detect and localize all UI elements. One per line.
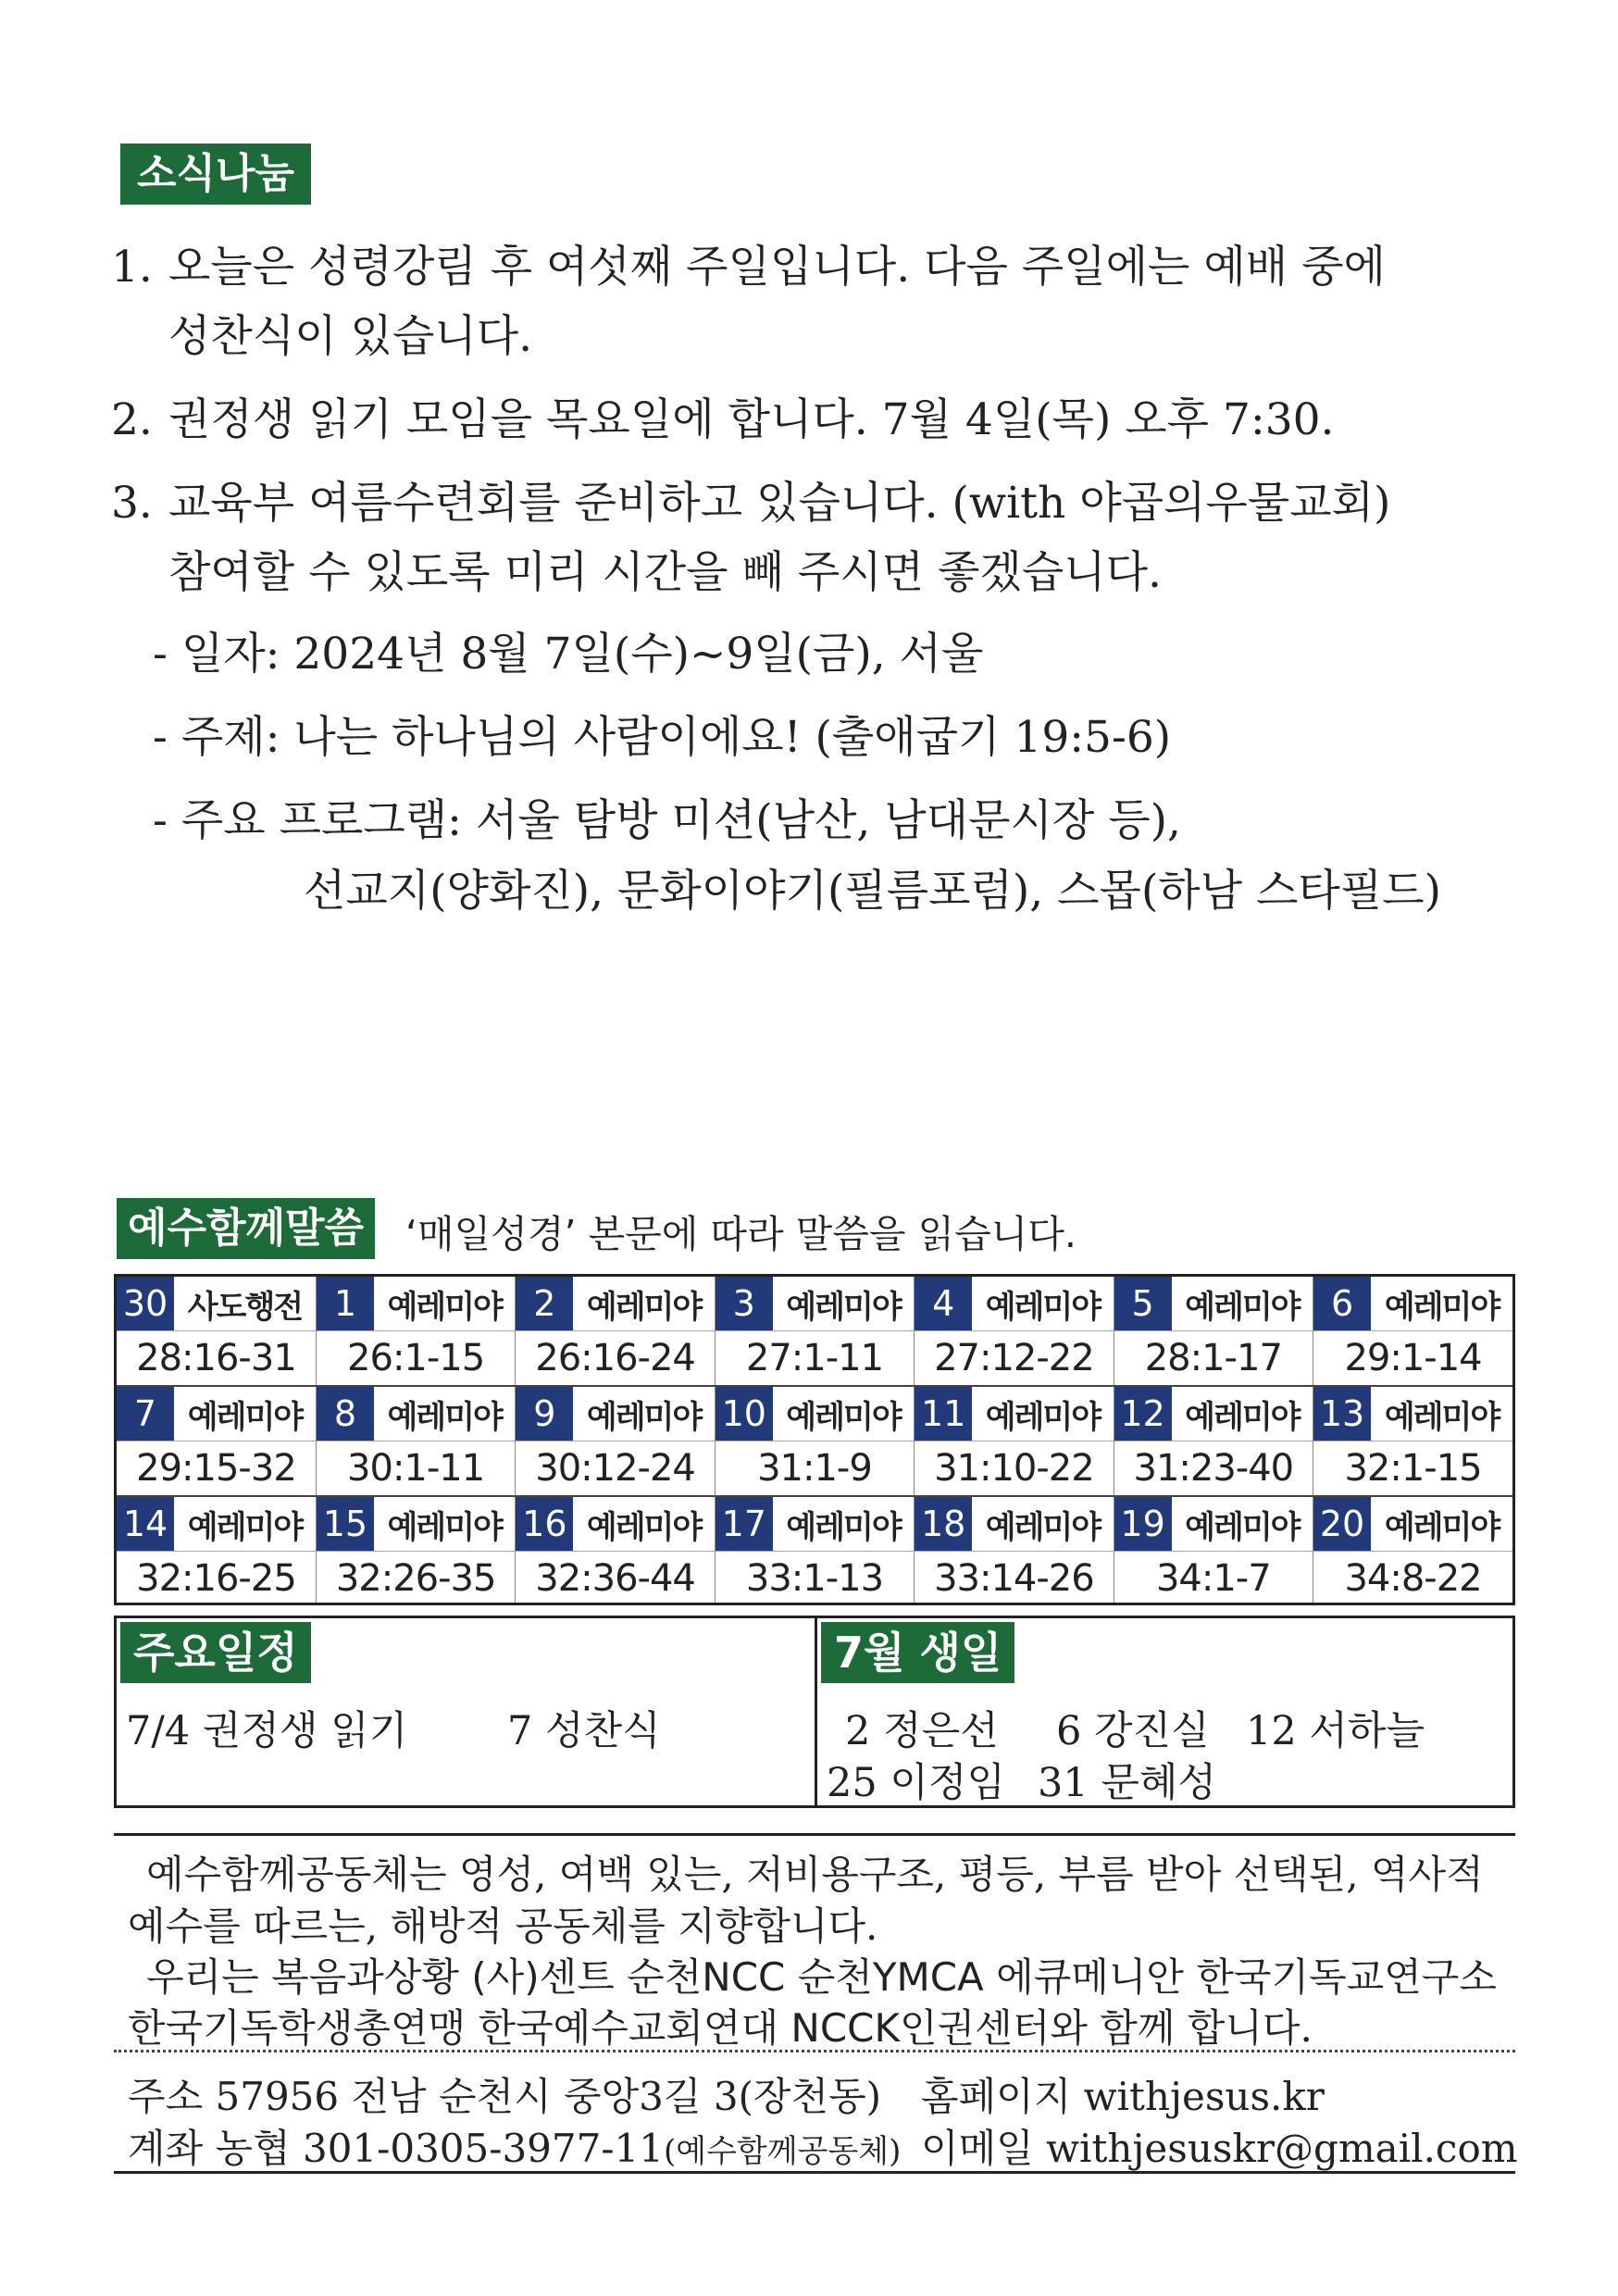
bible-subtitle: ‘매일성경’ 본문에 따라 말씀을 읽습니다. [405, 1212, 1077, 1256]
reading-verse: 28:16-31 [136, 1337, 296, 1379]
bible-cell [715, 1496, 914, 1605]
bible-cell [516, 1496, 715, 1605]
reading-book: 예레미야 [1384, 1508, 1500, 1546]
bible-cell [316, 1277, 515, 1386]
reading-day: 19 [1114, 1497, 1172, 1551]
bible-cell [117, 1386, 316, 1496]
reading-verse: 34:1-7 [1155, 1557, 1271, 1600]
bible-reading-table [114, 1274, 1515, 1605]
bible-cell-header [516, 1387, 714, 1441]
mission-text: 우리는 [146, 1954, 259, 2000]
bible-cell-header [915, 1387, 1113, 1441]
reading-verse: 30:12-24 [535, 1447, 695, 1490]
bible-row [117, 1496, 1512, 1605]
bible-cell-header [716, 1497, 914, 1552]
account-holder: (예수함께공동체) [663, 2133, 902, 2170]
dotted-divider [114, 2050, 1515, 2053]
reading-book: 예레미야 [586, 1398, 702, 1436]
bible-cell [1114, 1277, 1313, 1386]
bible-cell-header [915, 1277, 1113, 1331]
reading-day: 13 [1313, 1387, 1371, 1441]
bible-cell-header [117, 1497, 316, 1552]
reading-book: 예레미야 [1384, 1398, 1500, 1436]
birthday-tag: 7월 생일 [821, 1622, 1014, 1683]
bible-cell-header [317, 1497, 515, 1552]
reading-verse: 33:14-26 [934, 1557, 1094, 1600]
bible-cell [316, 1496, 515, 1605]
bible-reading-grid [117, 1277, 1512, 1605]
reading-day: 6 [1313, 1277, 1371, 1330]
birthday-entry: 31 문혜성 [1038, 1760, 1216, 1806]
reading-day: 15 [317, 1497, 374, 1551]
divider [114, 1833, 1515, 1836]
reading-day: 5 [1114, 1277, 1172, 1330]
schedule-item: 7/4 권정생 읽기 [126, 1708, 408, 1754]
bible-cell-header [716, 1387, 914, 1441]
news-item-text: 교육부 여름수련회를 준비하고 있습니다. (with 야곱의우물교회) [168, 478, 1391, 529]
contact-address [128, 2066, 881, 2122]
bible-cell [117, 1277, 316, 1386]
reading-book: 예레미야 [387, 1508, 502, 1546]
bible-cell-header [516, 1277, 714, 1331]
reading-verse: 32:26-35 [335, 1557, 496, 1600]
news-item-number: 2. [111, 394, 153, 445]
reading-verse: 29:15-32 [136, 1447, 296, 1490]
bible-cell [516, 1277, 715, 1386]
mission-line [128, 1998, 1313, 2053]
reading-verse: 32:1-15 [1344, 1447, 1482, 1490]
birthday-entry: 6 강진실 [1056, 1708, 1210, 1754]
address-value: 57956 전남 순천시 중앙3길 3(장천동) [215, 2074, 882, 2119]
reading-book: 예레미야 [786, 1288, 901, 1326]
bible-cell-header [716, 1277, 914, 1331]
reading-book: 예레미야 [985, 1398, 1101, 1436]
account-label: 계좌 [128, 2126, 204, 2171]
bible-cell-header [317, 1277, 515, 1331]
bible-cell-header [1114, 1277, 1313, 1331]
reading-verse: 27:1-11 [745, 1337, 884, 1379]
news-item-text: 권정생 읽기 모임을 목요일에 합니다. 7월 4일(목) 오후 7:30. [168, 394, 1335, 445]
bible-cell-header [516, 1497, 714, 1552]
bible-cell [516, 1386, 715, 1496]
bible-section-tag: 예수함께말씀 [117, 1198, 375, 1259]
bible-cell [1313, 1496, 1512, 1605]
reading-day: 12 [1114, 1387, 1172, 1441]
birthday-entry: 2 정은선 [845, 1708, 999, 1754]
reading-verse: 31:10-22 [934, 1447, 1094, 1490]
reading-day: 11 [915, 1387, 972, 1441]
bible-cell-header [117, 1277, 316, 1331]
reading-book: 예레미야 [786, 1508, 901, 1546]
bible-cell [715, 1277, 914, 1386]
reading-day: 14 [117, 1497, 174, 1551]
reading-day: 16 [516, 1497, 573, 1551]
reading-day: 4 [915, 1277, 972, 1330]
reading-verse: 31:1-9 [757, 1447, 872, 1490]
reading-book: 예레미야 [786, 1398, 901, 1436]
reading-day: 30 [117, 1277, 174, 1330]
reading-verse: 30:1-11 [347, 1447, 485, 1490]
bible-cell [915, 1386, 1114, 1496]
email-link[interactable]: withjesuskr@gmail.com [1046, 2126, 1518, 2171]
bible-cell-header [1114, 1387, 1313, 1441]
bible-cell-header [1313, 1277, 1512, 1331]
news-detail: - 주요 프로그램: 서울 탐방 미션(남산, 남대문시장 등), [153, 795, 1181, 846]
reading-day: 3 [716, 1277, 773, 1330]
news-detail: 선교지(양화진), 문화이야기(필름포럼), 스몹(하남 스타필드) [304, 866, 1441, 917]
news-item-text: 성찬식이 있습니다. [168, 311, 533, 362]
reading-verse: 26:1-15 [347, 1337, 485, 1379]
reading-verse: 29:1-14 [1344, 1337, 1482, 1379]
news-item-number: 1. [111, 242, 153, 293]
reading-day: 20 [1313, 1497, 1371, 1551]
reading-verse: 34:8-22 [1344, 1557, 1482, 1600]
news-list [111, 0, 1500, 926]
bible-cell [1114, 1496, 1313, 1605]
homepage-label: 홈페이지 [921, 2074, 1072, 2119]
reading-day: 9 [516, 1387, 573, 1441]
reading-verse: 27:12-22 [934, 1337, 1094, 1379]
reading-day: 7 [117, 1387, 174, 1441]
mission-line: 예수함께공동체는 영성, 여백 있는, 저비용구조, 평등, 부름 받아 선택된, 역사적 [146, 1852, 1484, 1897]
bible-cell [1313, 1386, 1512, 1496]
reading-book: 예레미야 [586, 1508, 702, 1546]
bible-cell [915, 1277, 1114, 1386]
reading-verse: 28:1-17 [1144, 1337, 1282, 1379]
bible-cell-header [117, 1387, 316, 1441]
reading-book: 예레미야 [187, 1398, 303, 1436]
reading-book: 예레미야 [1185, 1288, 1300, 1326]
reading-day: 10 [716, 1387, 773, 1441]
reading-book: 예레미야 [1185, 1398, 1300, 1436]
reading-book: 예레미야 [1185, 1508, 1300, 1546]
schedule-item: 7 성찬식 [507, 1708, 661, 1754]
reading-book: 예레미야 [387, 1398, 502, 1436]
account-value: 농협 301-0305-3977-11 [215, 2126, 664, 2171]
reading-book: 예레미야 [387, 1288, 502, 1326]
bible-cell-header [1313, 1387, 1512, 1441]
reading-day: 1 [317, 1277, 374, 1330]
reading-book: 예레미야 [187, 1508, 303, 1546]
bible-cell [1114, 1386, 1313, 1496]
contact-account [128, 2118, 901, 2174]
reading-book: 사도행전 [187, 1288, 303, 1326]
bible-cell [316, 1386, 515, 1496]
bible-cell [715, 1386, 914, 1496]
bible-cell [1313, 1277, 1512, 1386]
bible-cell-header [317, 1387, 515, 1441]
homepage-link[interactable]: withjesus.kr [1083, 2074, 1325, 2119]
birthday-entry: 25 이정임 [827, 1760, 1005, 1806]
reading-verse: 31:23-40 [1133, 1447, 1294, 1490]
reading-day: 17 [716, 1497, 773, 1551]
bible-cell [117, 1496, 316, 1605]
reading-verse: 32:16-25 [136, 1557, 296, 1600]
reading-verse: 33:1-13 [745, 1557, 884, 1600]
bible-cell-header [915, 1497, 1113, 1552]
schedule-box [114, 1616, 817, 1808]
schedule-tag: 주요일정 [120, 1622, 311, 1683]
mission-text: 와 함께 합니다. [1050, 2005, 1313, 2051]
reading-day: 8 [317, 1387, 374, 1441]
birthday-box [815, 1616, 1515, 1808]
email-label: 이메일 [921, 2126, 1034, 2171]
reading-day: 2 [516, 1277, 573, 1330]
news-detail: - 주제: 나는 하나님의 사람이에요! (출애굽기 19:5-6) [153, 712, 1172, 763]
bible-cell [915, 1496, 1114, 1605]
reading-book: 예레미야 [586, 1288, 702, 1326]
divider [114, 2171, 1515, 2174]
bible-cell-header [1313, 1497, 1512, 1552]
mission-line [146, 1947, 1497, 2003]
contact-email [921, 2118, 1518, 2174]
reading-verse: 32:36-44 [535, 1557, 695, 1600]
bible-row [117, 1386, 1512, 1496]
reading-day: 18 [915, 1497, 972, 1551]
news-item-text: 오늘은 성령강림 후 여섯째 주일입니다. 다음 주일에는 예배 중에 [168, 242, 1386, 293]
news-item-number: 3. [111, 478, 153, 529]
contact-homepage [921, 2066, 1325, 2122]
reading-book: 예레미야 [985, 1288, 1101, 1326]
address-label: 주소 [128, 2074, 204, 2119]
birthday-entry: 12 서하늘 [1246, 1708, 1425, 1754]
mission-partners: 한국기독학생총연맹 한국예수교회연대 NCCK인권센터 [128, 2005, 1051, 2051]
mission-line: 예수를 따르는, 해방적 공동체를 지향합니다. [128, 1903, 878, 1949]
news-detail: - 일자: 2024년 8월 7일(수)~9일(금), 서울 [153, 629, 984, 680]
mission-partners: 복음과상황 (사)센트 순천NCC 순천YMCA 에큐메니안 한국기독교연구소 [271, 1954, 1497, 2000]
reading-book: 예레미야 [985, 1508, 1101, 1546]
reading-verse: 26:16-24 [535, 1337, 695, 1379]
news-section-tag: 소식나눔 [120, 144, 311, 205]
bible-cell-header [1114, 1497, 1313, 1552]
reading-book: 예레미야 [1384, 1288, 1500, 1326]
bible-row [117, 1277, 1512, 1386]
news-item-text: 참여할 수 있도록 미리 시간을 빼 주시면 좋겠습니다. [168, 547, 1162, 598]
